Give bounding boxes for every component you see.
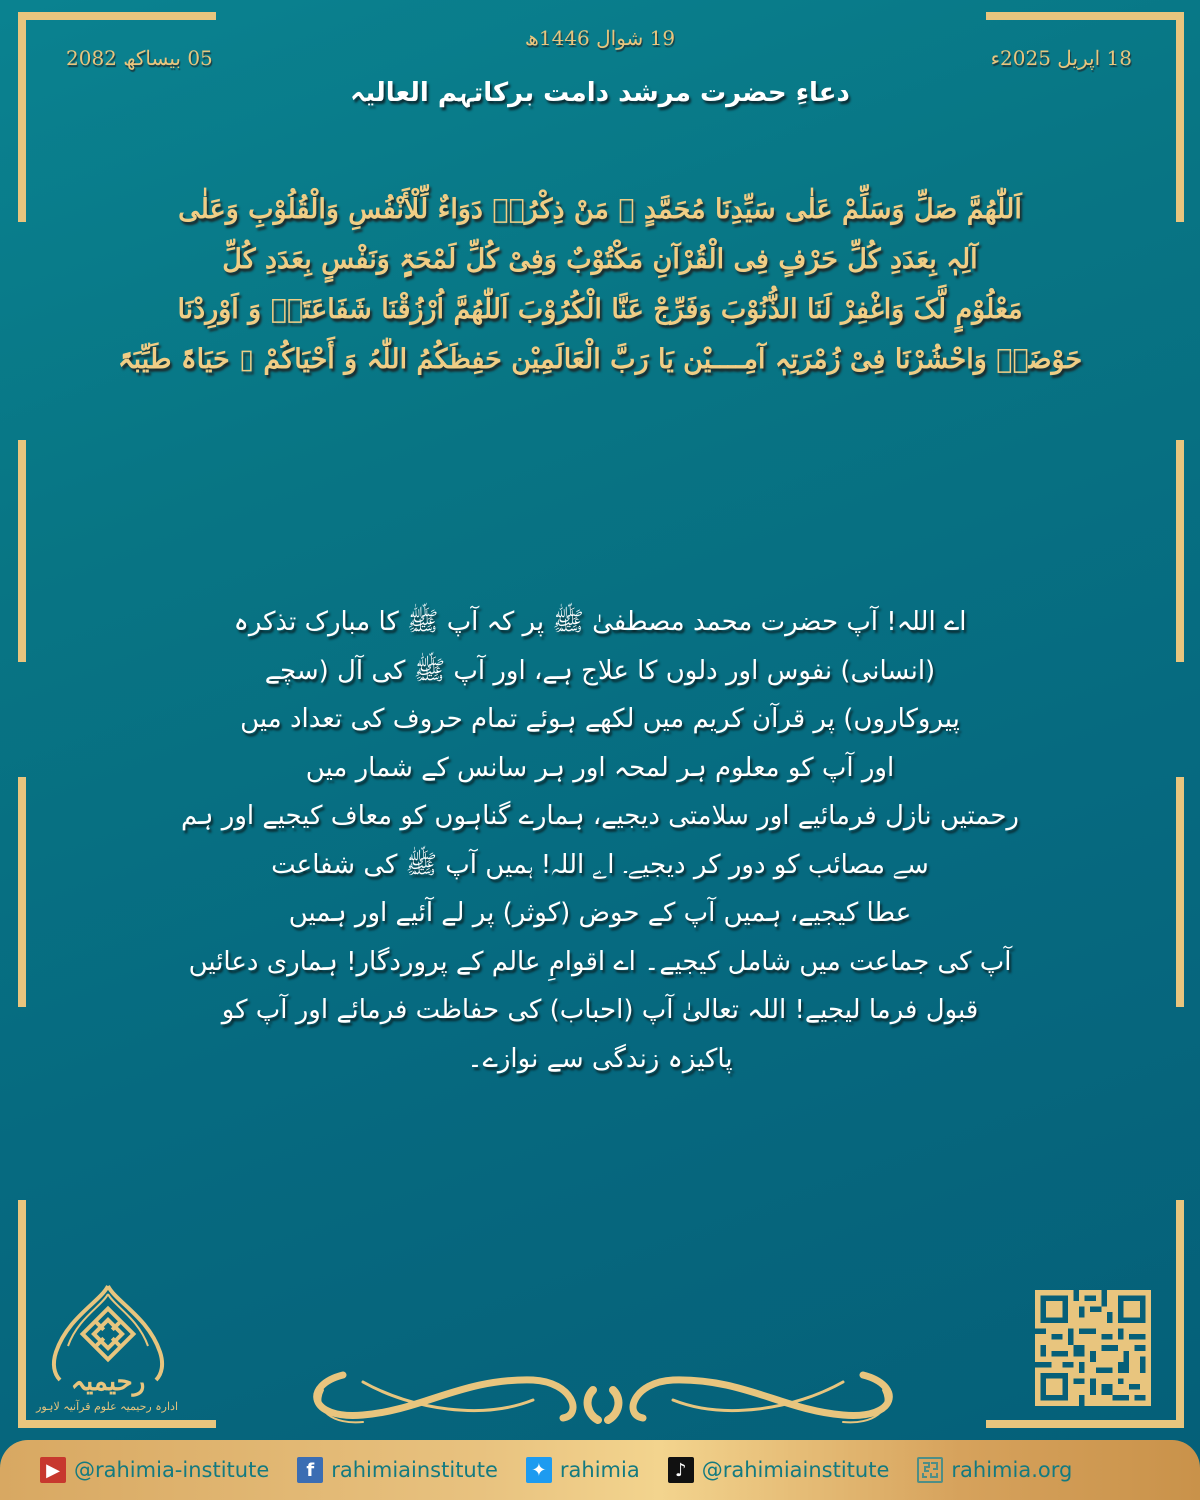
youtube-icon: ▶ (40, 1457, 66, 1483)
frame-left-middle-top (18, 440, 26, 662)
frame-left-middle-bottom (18, 777, 26, 1007)
page-title: دعاءِ حضرت مرشد دامت برکاتہم العالیہ (350, 78, 850, 108)
frame-bottom-left-vertical (18, 1200, 26, 1425)
arabic-dua-line: اَللّٰھُمَّ صَلِّ وَسَلِّمْ عَلٰی سَیِّدِنَا مُحَمَّدٍ ﷺ مَنْ ذِکْرُہٗ دَوَاءٌ لِّلْأَنْفُسِ وَالْقُلُوْبِ وَعَلٰی (178, 194, 1022, 225)
social-handle: @rahimia-institute (74, 1458, 270, 1482)
social-website[interactable] (917, 1457, 1072, 1483)
urdu-translation-line: پیروکاروں) پر قرآن کریم میں لکھے ہوئے تمام حروف کی تعداد میں (240, 704, 960, 734)
urdu-translation-line: سے مصائب کو دور کر دیجیے۔ اے اللہ! ہمیں آپ ﷺ کی شفاعت (271, 849, 929, 880)
bikrami-date: 05 بیساکھ 2082 (66, 46, 213, 70)
urdu-translation-line: قبول فرما لیجیے! اللہ تعالیٰ آپ (احباب) کی حفاظت فرمائے اور آپ کو (221, 995, 979, 1025)
frame-right-middle-top (1176, 440, 1184, 662)
tiktok-icon: ♪ (668, 1457, 694, 1483)
urdu-translation (170, 598, 1030, 1083)
social-twitter[interactable] (526, 1457, 640, 1483)
social-handle: @rahimiainstitute (701, 1458, 890, 1482)
social-facebook[interactable] (297, 1457, 498, 1483)
urdu-translation-line: اے اللہ! آپ حضرت محمد مصطفیٰ ﷺ پر کہ آپ ﷺ کا مبارک تذکرہ (233, 607, 967, 637)
svg-text:رحیمیہ: رحیمیہ (70, 1367, 146, 1397)
social-handle: rahimiainstitute (331, 1458, 498, 1482)
twitter-icon: ✦ (526, 1457, 552, 1483)
social-youtube[interactable] (40, 1457, 269, 1483)
arabic-dua (80, 185, 1120, 385)
social-handle: rahimia.org (951, 1458, 1073, 1482)
urdu-translation-line: رحمتیں نازل فرمائیے اور سلامتی دیجیے، ہمارے گناہوں کو معاف کیجیے اور ہم (180, 801, 1019, 831)
arabic-dua-line: حَوْضَہٗ وَاحْشُرْنَا فِیْ زُمْرَتِہٖ آمِــــیْن یَا رَبَّ الْعَالَمِیْن حَفِظَکُمُ اللّٰہُ وَ أَحْیَاکُمْ ▯ حَیَاۃً طَیِّبَۃً (117, 344, 1083, 375)
urdu-translation-line: (انسانی) نفوس اور دلوں کا علاج ہے، اور آپ ﷺ کی آل (سچے (264, 655, 936, 686)
urdu-translation-line: اور آپ کو معلوم ہر لمحہ اور ہر سانس کے شمار میں (305, 752, 895, 783)
arabic-dua-line: آلِہٖ بِعَدَدِ کُلِّ حَرْفٍ فِی الْقُرْآنِ مَکْتُوْبٌ وَفِیْ کُلِّ لَمْحَۃٍ وَنَفْسٍ بِعَدَدِ کُلِّ (222, 244, 978, 275)
dome-emblem-icon (38, 1282, 178, 1400)
frame-bottom-right-vertical (1176, 1200, 1184, 1425)
frame-top-right-horizontal (986, 12, 1184, 20)
urdu-translation-line: پاکیزہ زندگی سے نوازے۔ (467, 1043, 733, 1074)
urdu-translation-line: عطا کیجیے، ہمیں آپ کے حوض (کوثر) پر لے آئیے اور ہمیں (288, 898, 912, 928)
ornament-flourish (303, 1370, 903, 1430)
frame-bottom-right-horizontal (986, 1420, 1184, 1428)
social-tiktok[interactable] (668, 1457, 890, 1483)
qr-code[interactable] (1033, 1290, 1153, 1406)
website-icon (917, 1457, 943, 1483)
rahimia-logo (38, 1282, 178, 1432)
facebook-icon: f (297, 1457, 323, 1483)
gregorian-date: 18 اپریل 2025ء (990, 46, 1132, 70)
frame-top-left-horizontal (18, 12, 216, 20)
logo-caption: ادارہ رحیمیہ علوم قرآنیہ لاہور (36, 1400, 178, 1413)
frame-right-middle-bottom (1176, 777, 1184, 1007)
hijri-date: 19 شوال 1446ھ (524, 26, 676, 50)
social-handle: rahimia (559, 1458, 640, 1482)
urdu-translation-line: آپ کی جماعت میں شامل کیجیے۔ اے اقوامِ عالم کے پروردگار! ہماری دعائیں (188, 946, 1012, 977)
footer-social-bar (0, 1440, 1200, 1500)
arabic-dua-line: مَعْلُوْمٍ لَّکَ وَاغْفِرْ لَنَا الذُّنُوْبَ وَفَرِّجْ عَنَّا الْکُرُوْبَ اَللّٰھُمَّ اُرْزُقْنَا شَفَاعَتَہٗ وَ اَوْرِدْنَا (177, 294, 1023, 325)
